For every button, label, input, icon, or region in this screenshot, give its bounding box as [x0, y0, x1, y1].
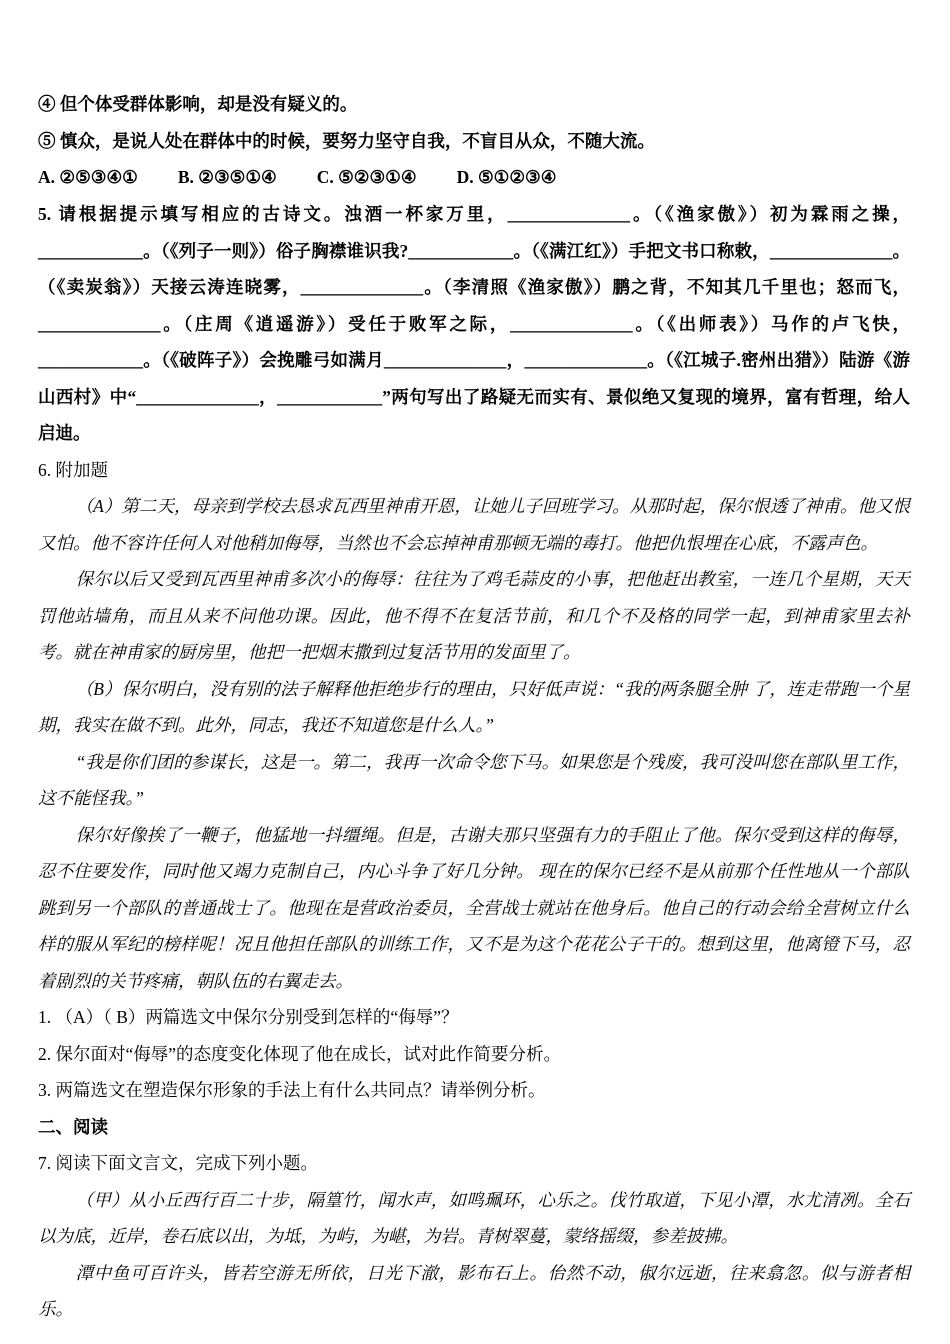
question-7-lead: 7. 阅读下面文言文，完成下列小题。 — [38, 1153, 318, 1173]
passage-b-paragraph-2: “我是你们团的参谋长，这是一。第二，我再一次命令您下马。如果您是个残废，我可没叫您在部队里工作，这不能怪我。” — [38, 751, 910, 808]
passage-jia-paragraph-1: （甲）从小丘西行百二十步，隔篁竹，闻水声，如鸣珮环，心乐之。伐竹取道，下见小潭，水尤清冽。全石以为底，近岸，卷石底以出，为坻，为屿，为嵁，为岩。青树翠蔓，蒙络摇缀，参差披拂。 — [38, 1189, 910, 1246]
question-6-heading: 6. 附加题 — [38, 459, 108, 480]
choice-b: B. ②③⑤①④ — [177, 167, 277, 187]
passage-jia-paragraph-2: 潭中鱼可百许头，皆若空游无所依，日光下澈，影布石上。佁然不动，俶尔远逝，往来翕忽。似与游者相乐。 — [38, 1262, 910, 1319]
sub-question-2: 2. 保尔面对“侮辱”的态度变化体现了他在成长，试对此作简要分析。 — [38, 1043, 562, 1064]
choice-options-row — [38, 159, 910, 196]
passage-a-paragraph-2: 保尔以后又受到瓦西里神甫多次小的侮辱：往往为了鸡毛蒜皮的小事，把他赶出教室，一连几个星期，天天罚他站墙角，而且从来不问他功课。因此，他不得不在复活节前，和几个不及格的同学一起，到神甫家里去补考。就在神甫家的厨房里，他把一把烟末撒到过复活节用的发面里了。 — [38, 569, 910, 662]
question-5: 5. 请根据提示填写相应的古诗文。浊酒一杯家万里，______________。（《渔家傲》）初为霖雨之操，____________。（《列子一则》）俗子胸襟谁识我?____________。（《满江红》）手把文书口称敕，______________。（《卖炭翁》）天接云涛连晓雾，______________。（李清照《渔家傲》）鹏之背，不知其几千里也；怒而飞，______________。（庄周《逍遥游》）受任于败军之际，______________。（《出师表》）马作的卢飞快，____________。（《破阵子》）会挽雕弓如满月______________，______________。（《江城子.密州出猎》）陆游《游山西村》中“______________，____________”两句写出了路疑无而实有、景似绝又复现的境界，富有哲理，给人启迪。 — [38, 204, 910, 443]
sub-question-1: 1. （A）（ B）两篇选文中保尔分别受到怎样的“侮辱”？ — [38, 1007, 459, 1027]
passage-b-paragraph-3: 保尔好像挨了一鞭子，他猛地一抖缰绳。但是，古谢夫那只坚强有力的手阻止了他。保尔受到这样的侮辱，忍不住要发作，同时他又竭力克制自己，内心斗争了好几分钟。 现在的保尔已经不是从前那个任性地从一个部队跳到另一个部队的普通战士了。他现在是营政治委员，全营战士就站在他身后。他自己的行动会给全营树立什么样的服从军纪的榜样呢！况且他担任部队的训练工作，又不是为这个花花公子干的。想到这里，他离镫下马，忍着剧烈的关节疼痛，朝队伍的右翼走去。 — [38, 824, 910, 991]
passage-b-paragraph-1: （B）保尔明白，没有别的法子解释他拒绝步行的理由，只好低声说：“我的两条腿全肿 了，连走带跑一个星期，我实在做不到。此外，同志，我还不知道您是什么人。” — [38, 678, 910, 735]
passage-a-paragraph-1: （A）第二天，母亲到学校去恳求瓦西里神甫开恩，让她儿子回班学习。从那时起，保尔恨透了神甫。他又恨又怕。他不容许任何人对他稍加侮辱，当然也不会忘掉神甫那顿无端的毒打。他把仇恨埋在心底，不露声色。 — [38, 496, 910, 553]
section-two-heading: 二、阅读 — [38, 1116, 108, 1137]
choice-c: C. ⑤②③①④ — [316, 167, 417, 187]
choice-a: A. ②⑤③④① — [38, 167, 138, 187]
statement-4: ④ 但个体受群体影响，却是没有疑义的。 — [38, 94, 358, 114]
statement-5: ⑤ 慎众，是说人处在群体中的时候，要努力坚守自我，不盲目从众，不随大流。 — [38, 130, 655, 151]
sub-question-3: 3. 两篇选文在塑造保尔形象的手法上有什么共同点？请举例分析。 — [38, 1080, 546, 1100]
choice-d: D. ⑤①②③④ — [456, 167, 557, 187]
